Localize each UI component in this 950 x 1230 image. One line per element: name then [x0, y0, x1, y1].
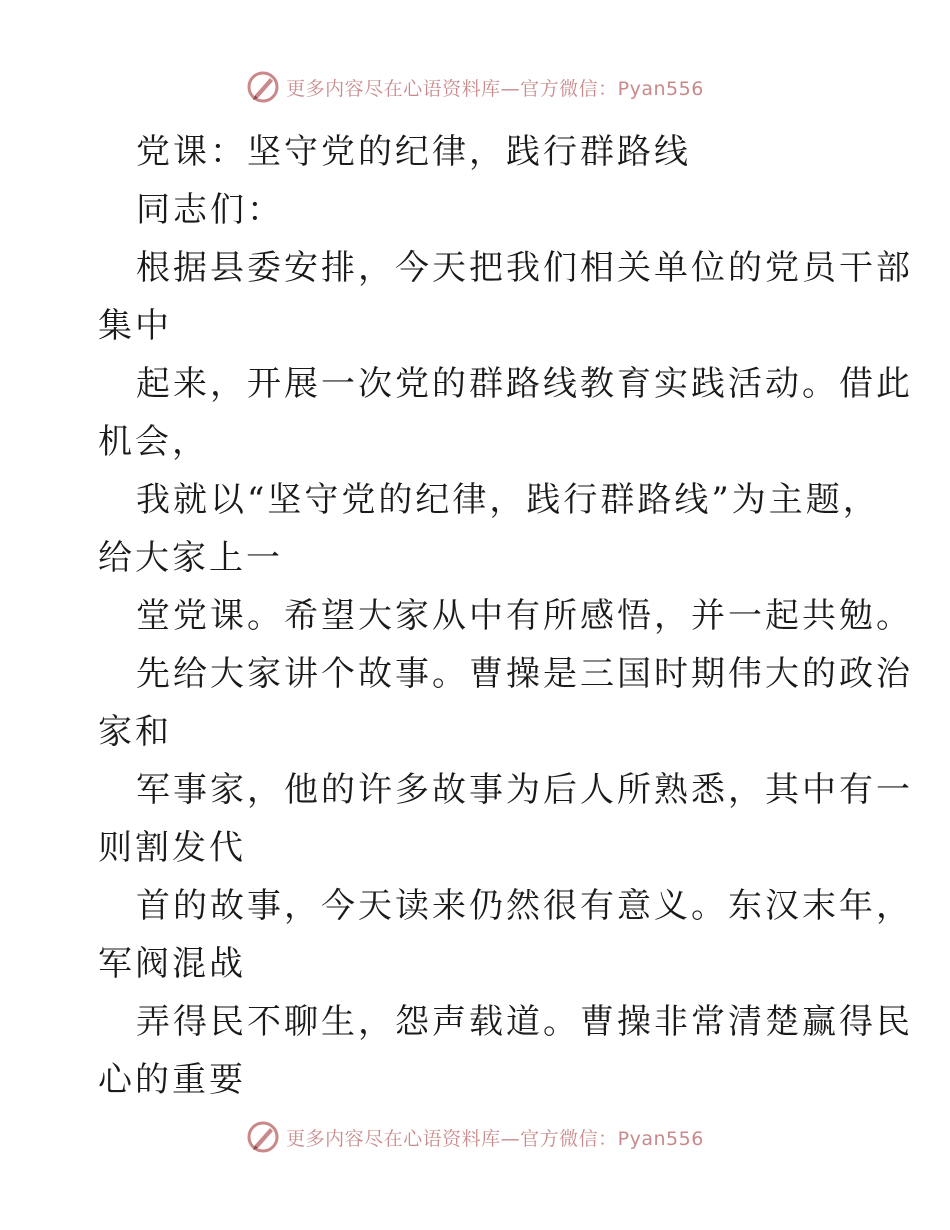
document-line: 心的重要 [98, 1060, 246, 1100]
header-watermark [0, 70, 950, 104]
document-line: 起来，开展一次党的群路线教育实践活动。借此 [136, 364, 913, 404]
document-body [98, 123, 913, 1109]
document-line: 堂党课。希望大家从中有所感悟，并一起共勉。 [136, 596, 913, 636]
document-line: 给大家上一 [98, 538, 283, 578]
document-line: 根据县委安排，今天把我们相关单位的党员干部 [136, 248, 913, 288]
document-line: 弄得民不聊生，怨声载道。曹操非常清楚赢得民 [136, 1002, 913, 1042]
document-line: 集中 [98, 306, 172, 346]
document-line: 机会， [98, 422, 209, 462]
watermark-text: 更多内容尽在心语资料库—官方微信：Pyan556 [286, 77, 704, 100]
watermark-text: 更多内容尽在心语资料库—官方微信：Pyan556 [286, 1127, 704, 1150]
document-line: 军事家，他的许多故事为后人所熟悉，其中有一 [136, 770, 913, 810]
pen-logo-icon [246, 70, 280, 104]
document-line: 则割发代 [98, 828, 246, 868]
document-line: 军阀混战 [98, 944, 246, 984]
pen-logo-icon [246, 1120, 280, 1154]
document-line: 党课：坚守党的纪律，践行群路线 [136, 132, 691, 172]
document-line: 家和 [98, 712, 172, 752]
document-line: 先给大家讲个故事。曹操是三国时期伟大的政治 [136, 654, 913, 694]
footer-watermark [0, 1120, 950, 1154]
document-line: 我就以“坚守党的纪律，践行群路线”为主题， [136, 480, 880, 520]
document-line: 首的故事，今天读来仍然很有意义。东汉末年， [136, 886, 913, 926]
document-line: 同志们： [136, 190, 284, 230]
